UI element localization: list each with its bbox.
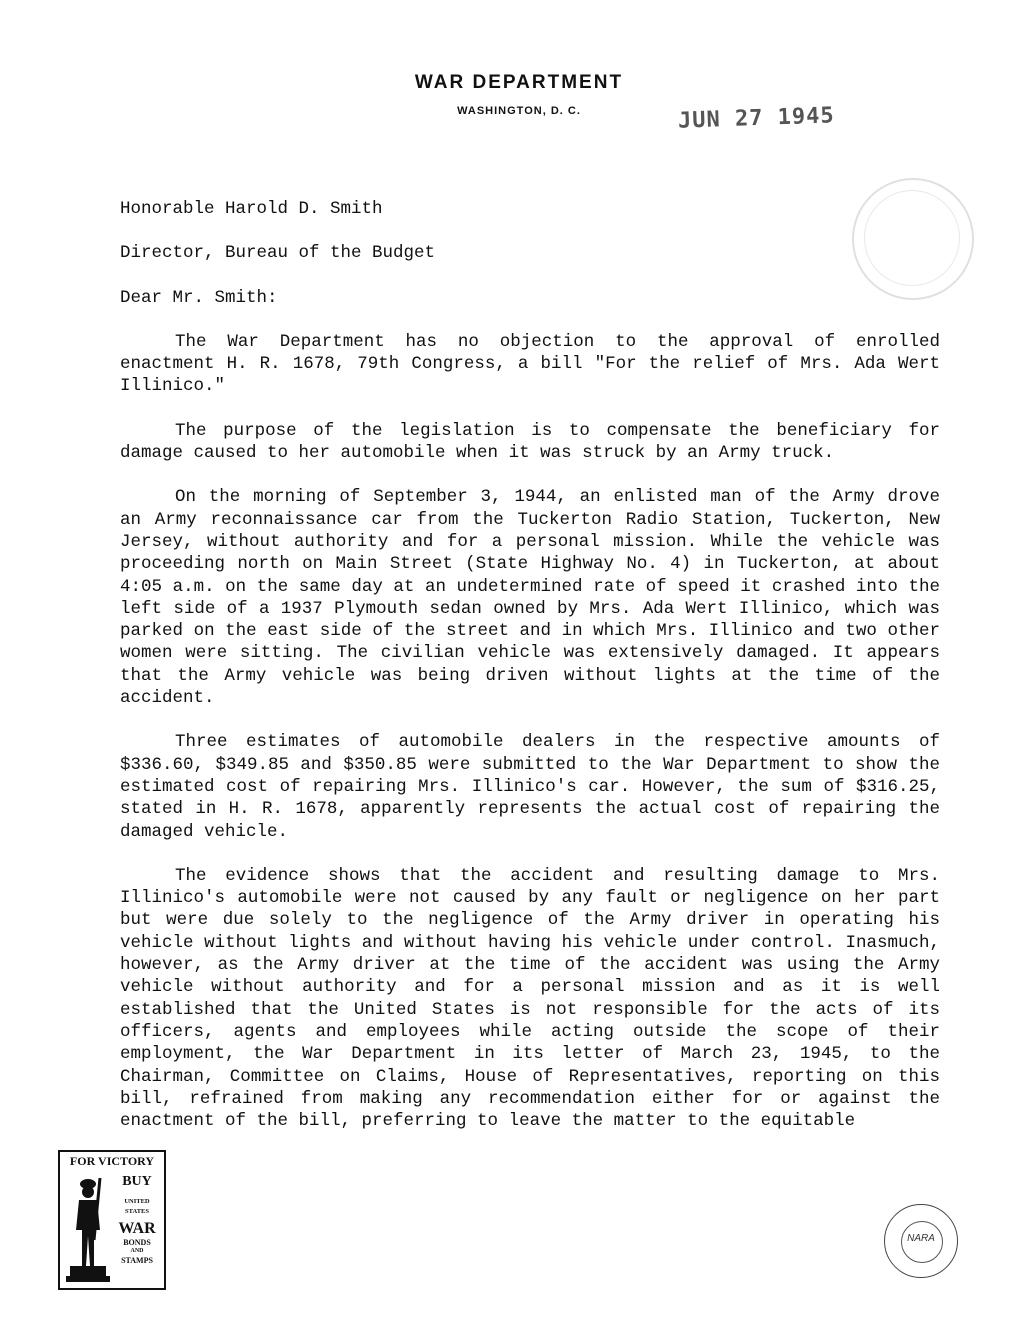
recipient-title: Director, Bureau of the Budget (120, 243, 436, 264)
department-title: WAR DEPARTMENT (414, 72, 624, 93)
paragraph: On the morning of September 3, 1944, an enlisted man of the Army drove an Army reconnaissance car from the Tuckerton Radio Station, Tuckerton, New Jersey, without authority and for a personal mission. While the vehicle was proceeding north on Main Street (State Highway No. 4) in Tuckerton, at about 4:05 a.m. on the same day at an undetermined rate of speed it crashed into the left side of a 1937 Plymouth sedan owned by Mrs. Ada Wert Illinico, which was parked on the east side of the street and in which Mrs. Illinico and two other women were sitting. The civilian vehicle was extensively damaged. It appears that the Army vehicle was being driven without lights at the time of the accident. (120, 487, 940, 709)
paragraph: The purpose of the legislation is to compensate the beneficiary for damage caused to her automobile when it was struck by an Army truck. (120, 420, 940, 464)
department-location: WASHINGTON, D. C. (457, 105, 581, 117)
recipient-name: Honorable Harold D. Smith (120, 199, 383, 219)
badge-united: UNITED (124, 1198, 150, 1205)
war-bonds-badge (58, 1150, 166, 1290)
nara-label: NARA (907, 1233, 935, 1244)
salutation: Dear Mr. Smith: (120, 287, 278, 308)
badge-buy: BUY (122, 1174, 152, 1189)
badge-and: AND (130, 1248, 144, 1254)
badge-top-line: FOR VICTORY (69, 1154, 155, 1168)
badge-war: WAR (118, 1220, 156, 1237)
received-date-stamp: JUN 27 1945 (677, 103, 836, 134)
badge-states: STATES (125, 1208, 149, 1215)
minuteman-icon (64, 1170, 112, 1284)
badge-bonds: BONDS (123, 1238, 151, 1247)
badge-stamps: STAMPS (121, 1256, 153, 1265)
paragraph: The evidence shows that the accident and resulting damage to Mrs. Illinico's automobile were not caused by any fault or negligence on her part but were due solely to the negligence of the Army driver in operating his vehicle without lights and without having his vehicle under control. Inasmuch, however, as the Army driver at the time of the accident was using the Army vehicle without authority and for a personal mission and as it is well established that the United States is not responsible for the acts of its officers, agents and employees while acting outside the scope of their employment, the War Department in its letter of March 23, 1945, to the Chairman, Committee on Claims, House of Representatives, reporting on this bill, refrained from making any recommendation either for or against the enactment of the bill, preferring to leave the matter to the equitable (120, 865, 940, 1132)
paragraph: Three estimates of automobile dealers in the respective amounts of $336.60, $349.85 and $350.85 were submitted to the War Department to show the estimated cost of repairing Mrs. Illinico's car. However, the sum of $316.25, stated in H. R. 1678, apparently represents the actual cost of repairing the damaged vehicle. (120, 732, 940, 842)
letterhead (0, 72, 1018, 117)
nara-library-seal (884, 1204, 958, 1278)
badge-bonds-and-stamps (112, 1238, 162, 1265)
paragraph: The War Department has no objection to the approval of enrolled enactment H. R. 1678, 79th Congress, a bill "For the relief of Mrs. Ada Wert Illinico." (120, 331, 940, 397)
letter-body (120, 198, 940, 1154)
